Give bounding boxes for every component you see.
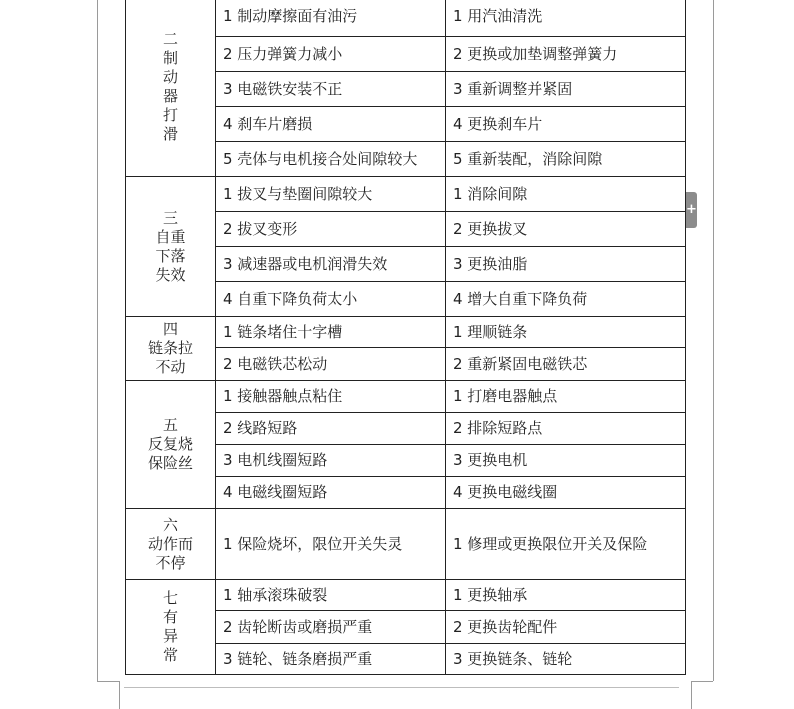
- fix-cell: 4 更换刹车片: [446, 107, 686, 142]
- fix-cell: 3 更换电机: [446, 445, 686, 477]
- category-label-line: 六: [162, 515, 178, 534]
- category-label-line: 三: [162, 208, 178, 227]
- category-cell: [126, 580, 216, 675]
- fix-cell: 2 更换拔叉: [446, 212, 686, 247]
- category-label-line: 有: [162, 608, 178, 626]
- category-label-line: 异: [162, 627, 178, 645]
- category-label-line: 七: [162, 589, 178, 607]
- category-cell: [126, 317, 216, 381]
- fix-cell: 1 打磨电器触点: [446, 381, 686, 413]
- category-cell: [126, 0, 216, 177]
- category-label-line: 下落: [155, 246, 186, 265]
- category-label-line: 不动: [155, 358, 186, 376]
- fix-cell: 1 消除间隙: [446, 177, 686, 212]
- category-label-line: 动作而: [147, 534, 193, 553]
- category-label-line: 五: [162, 416, 178, 434]
- table-row: [126, 509, 686, 580]
- footer-mark-left-v: [119, 681, 120, 709]
- fix-cell: 2 更换齿轮配件: [446, 611, 686, 644]
- category-label-line: 反复烧: [147, 435, 193, 453]
- category-label-line: 二: [162, 29, 178, 48]
- table-row: [126, 317, 686, 348]
- fix-cell: 1 修理或更换限位开关及保险: [446, 509, 686, 580]
- fix-cell: 3 更换链条、链轮: [446, 644, 686, 675]
- fix-cell: 1 用汽油清洗: [446, 0, 686, 37]
- cause-cell: 3 电磁铁安装不正: [216, 72, 446, 107]
- category-label-line: 失效: [155, 265, 186, 284]
- fix-cell: 1 更换轴承: [446, 580, 686, 611]
- expand-icon[interactable]: +: [686, 192, 697, 228]
- category-label-line: 常: [162, 646, 178, 664]
- table-row: [126, 0, 686, 37]
- cause-cell: 1 拔叉与垫圈间隙较大: [216, 177, 446, 212]
- fix-cell: 5 重新装配，消除间隙: [446, 142, 686, 177]
- cause-cell: 1 接触器触点粘住: [216, 381, 446, 413]
- cause-cell: 5 壳体与电机接合处间隙较大: [216, 142, 446, 177]
- category-label-line: 器: [162, 86, 178, 105]
- cause-cell: 2 拔叉变形: [216, 212, 446, 247]
- cause-cell: 4 自重下降负荷太小: [216, 282, 446, 317]
- cause-cell: 1 链条堵住十字槽: [216, 317, 446, 348]
- table-row: [126, 580, 686, 611]
- fix-cell: 2 排除短路点: [446, 413, 686, 445]
- footer-separator: [124, 687, 679, 688]
- fix-cell: 2 重新紧固电磁铁芯: [446, 348, 686, 381]
- category-cell: [126, 381, 216, 509]
- category-label-line: 自重: [155, 227, 186, 246]
- category-label-line: 打: [162, 105, 178, 124]
- footer-mark-right-h: [691, 681, 713, 682]
- cause-cell: 4 电磁线圈短路: [216, 477, 446, 509]
- fix-cell: 4 增大自重下降负荷: [446, 282, 686, 317]
- category-label-line: 不停: [155, 553, 186, 572]
- footer-mark-right-v: [691, 681, 692, 709]
- cause-cell: 2 压力弹簧力减小: [216, 37, 446, 72]
- fix-cell: 3 重新调整并紧固: [446, 72, 686, 107]
- cause-cell: 4 刹车片磨损: [216, 107, 446, 142]
- fix-cell: 2 更换或加垫调整弹簧力: [446, 37, 686, 72]
- category-label-line: 保险丝: [147, 454, 193, 472]
- cause-cell: 3 电机线圈短路: [216, 445, 446, 477]
- footer-mark-left-h: [97, 681, 119, 682]
- fix-cell: 3 更换油脂: [446, 247, 686, 282]
- category-label-line: 动: [162, 67, 178, 86]
- category-label-line: 滑: [162, 124, 178, 143]
- category-cell: [126, 177, 216, 317]
- fix-cell: 1 理顺链条: [446, 317, 686, 348]
- category-cell: [126, 509, 216, 580]
- category-label-line: 制: [162, 48, 178, 67]
- fix-cell: 4 更换电磁线圈: [446, 477, 686, 509]
- cause-cell: 1 保险烧坏，限位开关失灵: [216, 509, 446, 580]
- cause-cell: 1 轴承滚珠破裂: [216, 580, 446, 611]
- table-row: [126, 177, 686, 212]
- cause-cell: 2 线路短路: [216, 413, 446, 445]
- troubleshooting-table: [125, 0, 686, 675]
- cause-cell: 2 齿轮断齿或磨损严重: [216, 611, 446, 644]
- cause-cell: 1 制动摩擦面有油污: [216, 0, 446, 37]
- table-row: [126, 381, 686, 413]
- category-label-line: 链条拉: [147, 339, 193, 357]
- cause-cell: 3 链轮、链条磨损严重: [216, 644, 446, 675]
- cause-cell: 3 减速器或电机润滑失效: [216, 247, 446, 282]
- table-body: [126, 0, 686, 675]
- cause-cell: 2 电磁铁芯松动: [216, 348, 446, 381]
- page-right-edge: [713, 0, 714, 681]
- category-label-line: 四: [162, 320, 178, 338]
- page-left-edge: [97, 0, 98, 681]
